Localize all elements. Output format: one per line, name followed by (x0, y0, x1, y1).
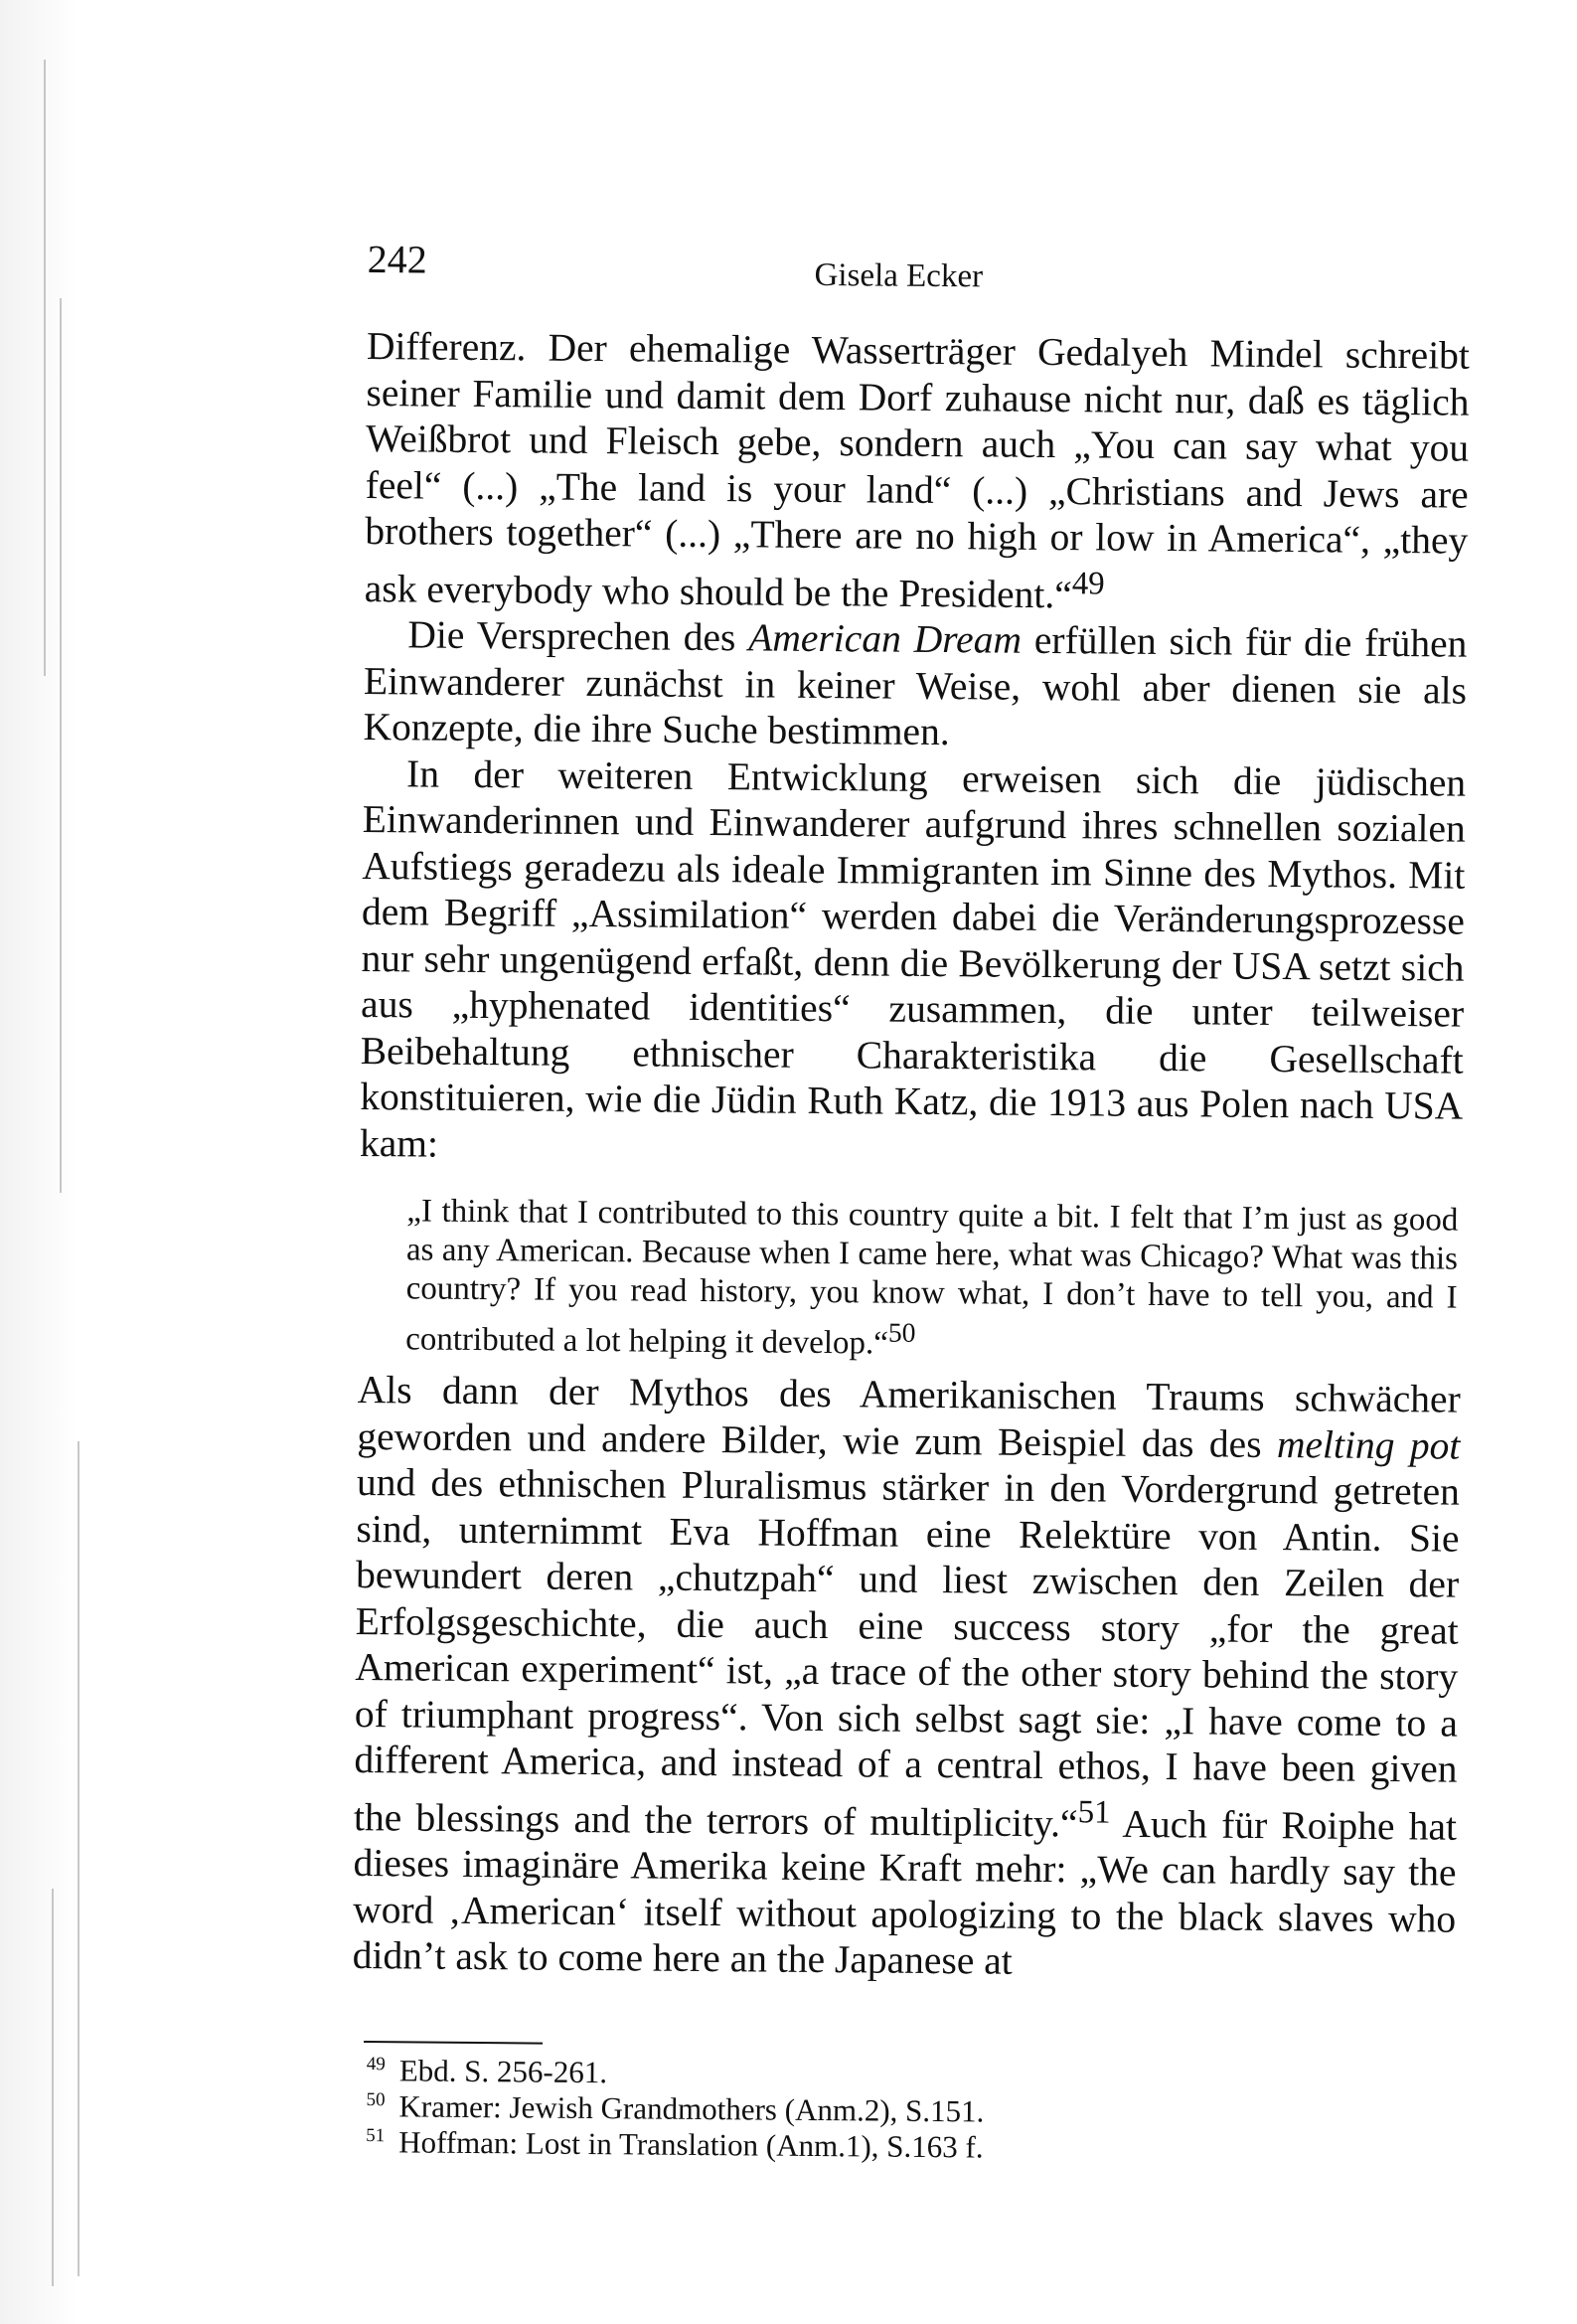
footnote-mark: 50 (366, 2088, 386, 2111)
emphasis-american-dream: American Dream (748, 615, 1023, 662)
book-page (351, 224, 1471, 2169)
text-run: Auch für Roiphe hat dieses imaginäre Amerika keine Kraft mehr: „We can hardly say the word ‚American‘ itself without apologizing to the black slaves who didn’t ask to come here an the Japanese at (352, 1801, 1458, 1984)
emphasis-melting-pot: melting pot (1276, 1421, 1461, 1468)
text-run: Differenz. Der ehemalige Wasserträger Gedalyeh Mindel schreibt seiner Familie und damit dem Dorf zuhause nicht nur, daß es täglich Weißbrot und Fleisch gebe, sondern auch „You can say what you feel“ (...) „The land is your land“ (...) „Christians and Jews are brothers together“ (...) „There are no high or low in America“, „they ask everybody who should be the President.“ (364, 323, 1471, 616)
text-run: In der weiteren Entwicklung erweisen sich die jüdischen Einwanderinnen und Einwanderer aufgrund ihres schnellen sozialen Aufstiegs geradezu als ideale Immigranten im Sinne des Mythos. Mit dem Begriff „Assimilation“ werden dabei die Veränderungsprozesse nur sehr ungenügend erfaßt, denn die Bevölkerung der USA setzt sich aus „hyphenated identities“ zusammen, die unter teilweiser Beibehaltung ethnischer Charakteristika die Gesellschaft konstituieren, wie die Jüdin Ruth Katz, die 1913 aus Polen nach USA kam: (359, 751, 1467, 1166)
footnote-ref-49: 49 (1071, 565, 1105, 601)
paragraph (360, 750, 1467, 1176)
text-run: Die Versprechen des (407, 612, 749, 660)
footnote-divider (364, 2041, 543, 2045)
footnote-text: Kramer: Jewish Grandmothers (Anm.2), S.151. (398, 2088, 985, 2129)
footnote-mark: 49 (366, 2053, 386, 2075)
text-run: und des ethnischen Pluralismus stärker in den Vordergrund getreten sind, unternimmt Eva Hoffman eine Relektüre von Antin. Sie bewundert deren „chutzpah“ und liest zwischen den Zeilen der Erfolgsgeschichte, die auch eine success story „for the great American experiment“ ist, „a trace of the other story behind the story of triumphant progress“. Von sich selbst sagt sie: „I have come to a different America, and instead of a central ethos, I have been given the blessings and the terrors of multiplicity.“ (353, 1460, 1461, 1846)
scan-edge-shadow (0, 0, 129, 2324)
text-run: Als dann der Mythos des Amerikanischen Traums schwächer geworden und andere Bilder, wie zum Beispiel das des (357, 1368, 1461, 1466)
quote-text: „I think that I contributed to this country quite a bit. I felt that I’m just as good as any American. Because when I came here, what was Chicago? What was this country? If you read history, you know what, I don’t have to tell you, and I contributed a lot helping it develop.“ (405, 1193, 1459, 1362)
footnote-ref-51: 51 (1077, 1793, 1111, 1831)
paragraph (353, 1367, 1461, 1988)
running-head: Gisela Ecker (814, 256, 984, 295)
footnotes (363, 2053, 1455, 2170)
paragraph (365, 323, 1470, 621)
footnote-text: Hoffman: Lost in Translation (Anm.1), S.163 f. (398, 2124, 984, 2165)
main-text (360, 323, 1470, 1176)
block-quote (405, 1193, 1458, 1369)
text-run: erfüllen sich für die frühen Einwanderer zunächst in keiner Weise, wohl aber dienen sie als Konzepte, die ihre Suche bestimmen. (363, 617, 1468, 754)
paragraph (363, 611, 1467, 759)
footnote-text: Ebd. S. 256-261. (398, 2053, 608, 2089)
page-number: 242 (367, 236, 427, 282)
footnote-mark: 51 (366, 2124, 386, 2147)
main-text-continued (353, 1367, 1461, 1988)
page-header (367, 224, 1471, 313)
footnote-ref-50: 50 (887, 1316, 916, 1349)
